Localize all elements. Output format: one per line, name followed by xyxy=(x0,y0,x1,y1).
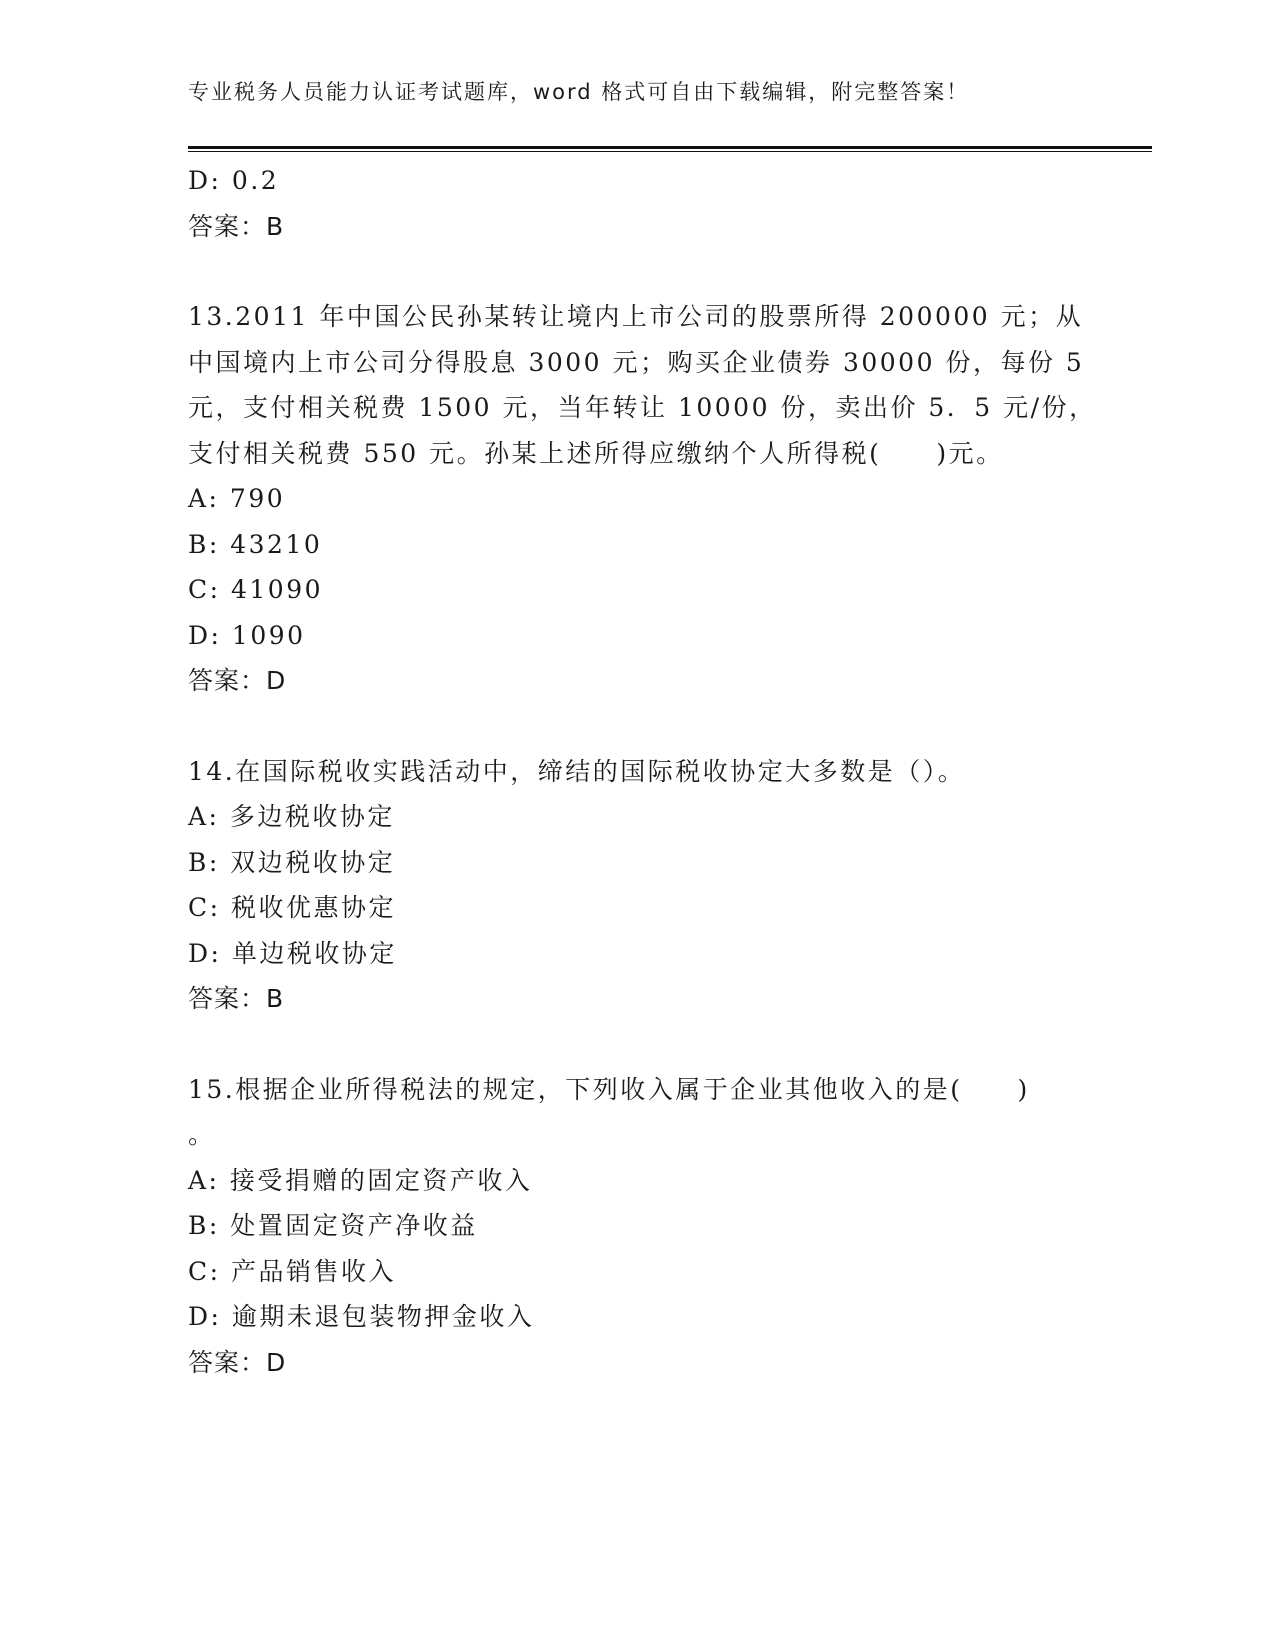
option-d: D: 1090 xyxy=(188,620,306,650)
page-header: 专业税务人员能力认证考试题库，word 格式可自由下载编辑，附完整答案！ xyxy=(188,80,970,104)
answer: 答案：D xyxy=(188,666,287,695)
answer: 答案：B xyxy=(188,211,285,241)
question-13 xyxy=(188,294,1097,704)
spacer xyxy=(188,249,1088,294)
spacer xyxy=(188,1022,1088,1067)
question-text-line: 13.2011 年中国公民孙某转让境内上市公司的股票所得 200000 元；从 xyxy=(188,302,1084,331)
answer: 答案：B xyxy=(188,984,285,1013)
option-c: C: 41090 xyxy=(188,575,324,604)
question-14 xyxy=(188,749,1088,1022)
question-text-line: 中国境内上市公司分得股息 3000 元；购买企业债券 30000 份，每份 5 xyxy=(188,347,1085,377)
spacer xyxy=(188,704,1088,749)
option-d: D: 逾期未退包装物押金收入 xyxy=(188,1302,535,1331)
option-d: D: 单边税收协定 xyxy=(188,938,397,968)
answer: 答案：D xyxy=(188,1347,287,1377)
option-a: A: 多边税收协定 xyxy=(188,802,395,831)
option-a: A: 接受捐赠的固定资产收入 xyxy=(188,1165,533,1195)
page-content xyxy=(188,158,1097,1385)
question-text-line: 14.在国际税收实践活动中，缔结的国际税收协定大多数是（）。 xyxy=(188,756,966,786)
option-c: C: 产品销售收入 xyxy=(188,1256,396,1286)
option-a: A: 790 xyxy=(188,484,286,513)
header-rule-thick xyxy=(188,146,1152,149)
question-text-line: 15.根据企业所得税法的规定，下列收入属于企业其他收入的是( ) xyxy=(188,1074,1030,1104)
question-text-line: 支付相关税费 550 元。孙某上述所得应缴纳个人所得税( )元。 xyxy=(188,438,1004,468)
header-rule-thin xyxy=(188,151,1152,152)
question-15 xyxy=(188,1067,1088,1386)
option-b: B: 双边税收协定 xyxy=(188,847,396,877)
option-b: B: 43210 xyxy=(188,529,323,559)
option-c: C: 税收优惠协定 xyxy=(188,893,396,922)
option-b: B: 处置固定资产净收益 xyxy=(188,1211,478,1240)
question-text-line: 。 xyxy=(188,1120,216,1149)
option-d: D: 0.2 xyxy=(188,166,280,195)
question-text-line: 元，支付相关税费 1500 元，当年转让 10000 份，卖出价 5．5 元/份， xyxy=(188,393,1097,422)
